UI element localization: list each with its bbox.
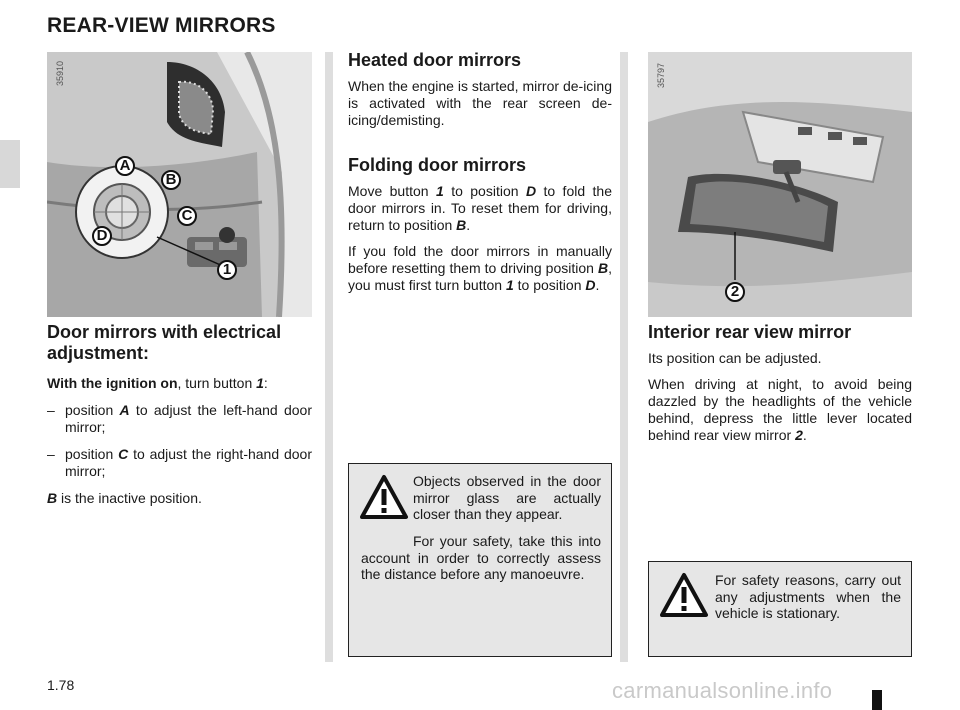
bullet1-pre: position: [65, 402, 120, 418]
column-divider-right: [620, 52, 628, 662]
warning-box-objects: [348, 463, 612, 657]
callout-d: D: [92, 226, 112, 246]
page-number: 1.78: [47, 677, 75, 693]
interior-p2-b: .: [802, 427, 807, 443]
warning-stationary-text: For safety reasons, carry out any adjustments when the vehicle is stationary.: [715, 572, 901, 621]
folding-p2-d: .: [595, 277, 600, 293]
folding-p2-ref2: 1: [505, 277, 514, 293]
bullet2-pre: position: [65, 446, 119, 462]
door-panel-illustration: [47, 52, 312, 317]
folding-p2-ref3: D: [585, 277, 596, 293]
interior-paragraph-1: Its position can be adjusted.: [648, 350, 822, 366]
folding-p2-ref1: B: [597, 260, 609, 276]
interior-p2-ref: 2: [795, 427, 803, 443]
folding-p1-ref2: D: [525, 183, 537, 199]
bullet1-ref: A: [119, 402, 130, 418]
interior-heading: Interior rear view mirror: [648, 322, 852, 342]
heated-text: When the engine is started, mirror de-icing is activated with the rear screen de-icing/demisting.: [348, 78, 612, 128]
folding-heading: Folding door mirrors: [348, 155, 526, 175]
folding-p1-a: Move button: [348, 183, 436, 199]
bullet-position-a: [47, 402, 312, 436]
inactive-position-text: [47, 490, 312, 507]
folding-p1-b: to position: [443, 183, 526, 199]
column-divider-left: [325, 52, 333, 662]
door-mirrors-section: [47, 322, 312, 507]
watermark: carmanualsonline.info: [612, 678, 833, 703]
inactive-post: is the inactive position.: [57, 490, 202, 506]
bullet-position-c: [47, 446, 312, 480]
interior-mirror-section: [648, 322, 912, 444]
inactive-ref: B: [47, 490, 58, 506]
ignition-emphasis: With the ignition on: [47, 375, 178, 391]
intro-button-ref: 1: [256, 375, 264, 391]
intro-end: :: [263, 375, 268, 391]
callout-1: 1: [217, 260, 237, 280]
warning-triangle-icon: [359, 474, 409, 520]
corner-mark: [872, 690, 882, 710]
photo-code-left: 35910: [55, 60, 65, 86]
heated-heading: Heated door mirrors: [348, 50, 522, 70]
callout-b: B: [161, 170, 181, 190]
middle-column: [348, 50, 612, 294]
folding-p2-c: to position: [513, 277, 586, 293]
callout-c: C: [177, 206, 197, 226]
folding-p1-ref1: 1: [435, 183, 444, 199]
page-title: REAR-VIEW MIRRORS: [47, 14, 276, 37]
folding-paragraph-1: [348, 183, 612, 234]
folding-p2-b: , you must first turn button: [348, 260, 612, 293]
bullet1-post: to adjust the left-hand door mirror;: [65, 402, 312, 435]
callout-a: A: [115, 156, 135, 176]
chapter-tab: [0, 140, 20, 188]
warning-safety-advice: For your safety, take this into account in order to correctly assess the distance before any manoeuvre.: [361, 533, 601, 582]
photo-code-right: 35797: [656, 62, 666, 88]
bullet-dash-1: –: [47, 402, 55, 418]
door-mirrors-heading: Door mirrors with electrical adjustment:: [47, 322, 282, 363]
warning-box-safety: [648, 561, 912, 657]
bullet2-ref: C: [118, 446, 129, 462]
callout-2: 2: [725, 282, 745, 302]
folding-p1-c: to fold the door mirrors in. To reset them for driving, return to position: [348, 183, 612, 233]
folding-paragraph-2: [348, 243, 612, 294]
interior-mirror-illustration: [648, 52, 912, 317]
door-mirrors-intro: [47, 375, 312, 392]
intro-rest: , turn button: [177, 375, 257, 391]
folding-p1-d: .: [466, 217, 471, 233]
interior-mirror-drawing: [648, 52, 912, 317]
warning-objects-text: Objects observed in the door mirror glass are actually closer than they appear.: [413, 473, 601, 522]
interior-paragraph-2: [648, 376, 912, 444]
bullet-dash-2: –: [47, 446, 55, 462]
warning-objects-first-lines: [413, 473, 601, 523]
warning-triangle-icon: [659, 572, 709, 618]
folding-p1-ref3: B: [456, 217, 467, 233]
folding-p2-a: If you fold the door mirrors in manually before resetting them to driving position: [348, 243, 612, 276]
bullet2-post: to adjust the right-hand door mirror;: [65, 446, 312, 479]
interior-p2-a: When driving at night, to avoid being dazzled by the headlights of the vehicle behind, depress the little lever located behind rear view mirror: [648, 376, 912, 443]
